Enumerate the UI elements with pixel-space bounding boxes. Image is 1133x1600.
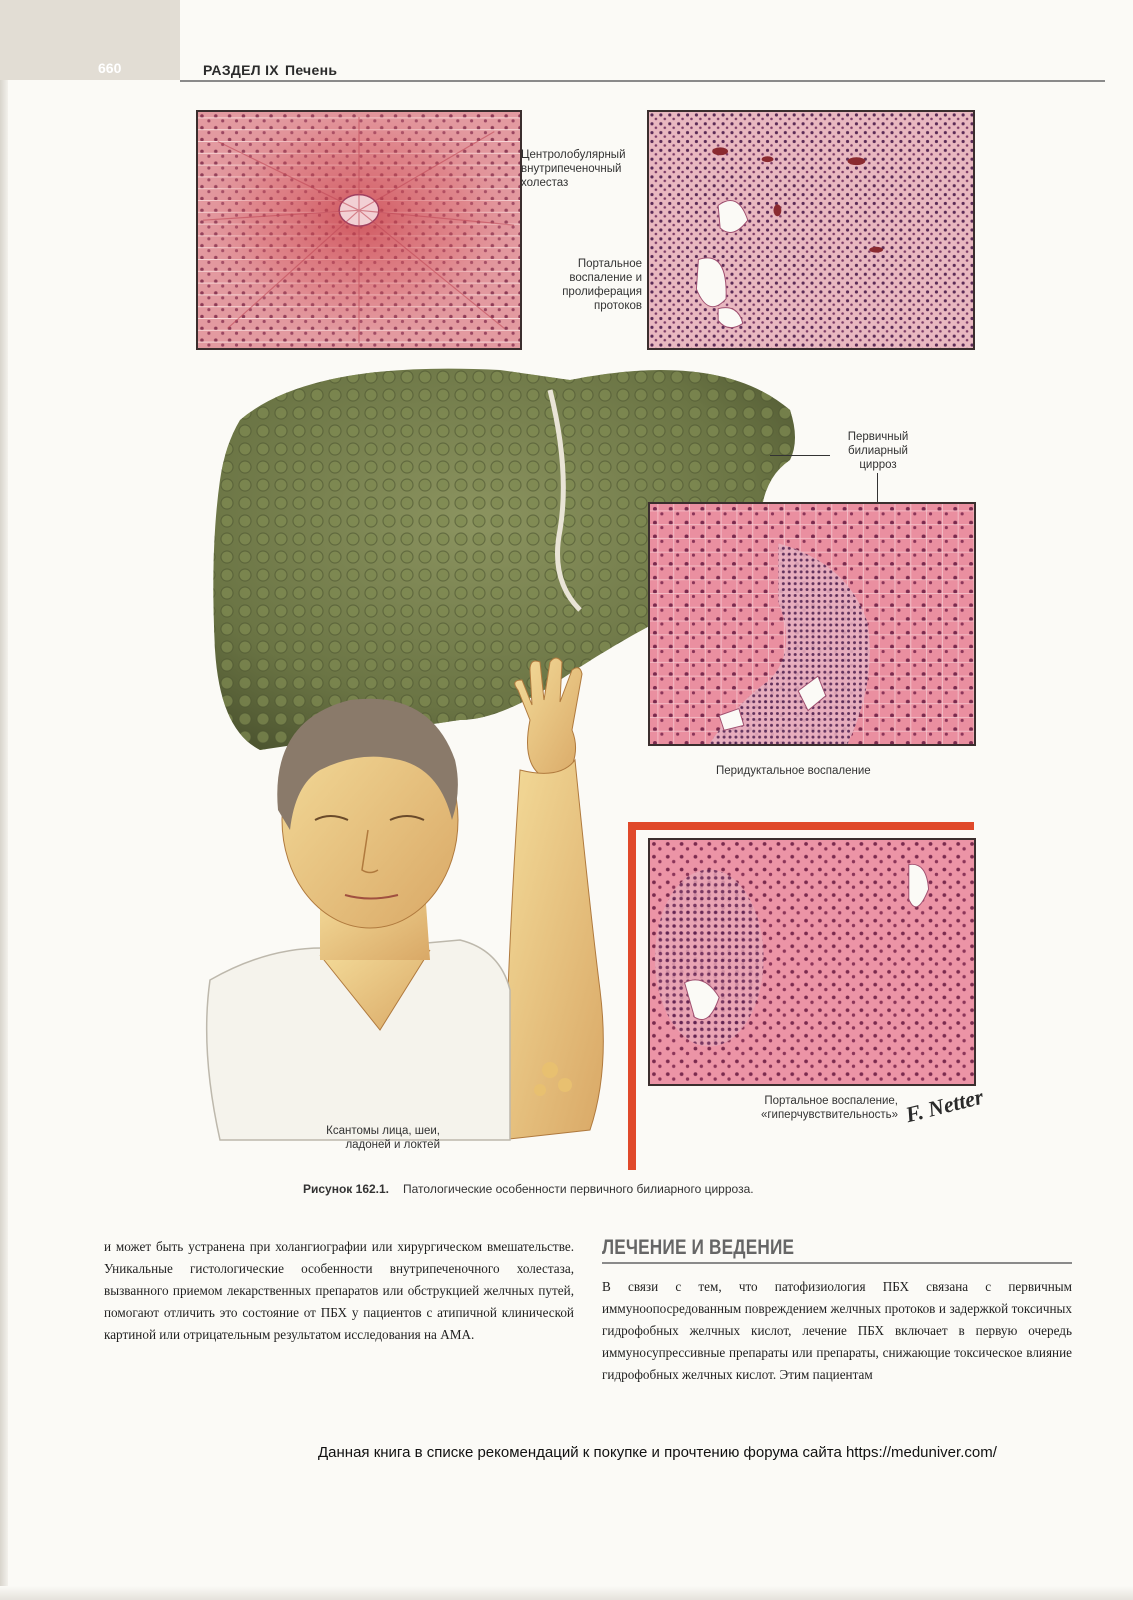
header-rule	[180, 80, 1105, 82]
artist-signature: F. Netter	[903, 1083, 986, 1128]
label-centrolobular-cholestasis: Центролобулярный внутрипеченочный холестаз	[521, 149, 626, 189]
heading-rule	[602, 1262, 1072, 1264]
micrograph-portal-inflammation	[647, 110, 975, 350]
chapter-title: Печень	[284, 62, 338, 78]
micrograph-image	[649, 112, 973, 348]
label-xanthomas: Ксантомы лица, шеи, ладоней и локтей	[326, 1125, 440, 1151]
figure-caption	[303, 1182, 754, 1196]
footer-note: Данная книга в списке рекомендаций к покупке и прочтению форума сайта https://meduniver.com/	[318, 1444, 997, 1461]
label-portal-hypersensitivity: Портальное воспаление, «гиперчувствительность»	[760, 1095, 898, 1121]
red-frame-accent	[628, 822, 974, 830]
body-text-left-column: и может быть устранена при холангиографии или хирургическом вмешательстве. Уникальные гистологические особенности внутрипеченочного холестаза, вызванного приемом лекарственных препаратов или обструкцией желчных путей, помогают отличить это состояние от ПБХ у пациентов с атипичной клинической картиной или отрицательным результатом исследования на АМА.	[104, 1239, 574, 1342]
scan-edge	[0, 0, 8, 1600]
leader-line	[770, 455, 830, 456]
section-heading: ЛЕЧЕНИЕ И ВЕДЕНИЕ	[602, 1236, 795, 1259]
page-number: 660	[98, 60, 122, 76]
micrograph-image	[198, 112, 520, 348]
body-text-right-column: В связи с тем, что патофизиология ПБХ связана с первичным иммуноопосредованным повреждением желчных протоков и задержкой токсичных гидрофобных желчных кислот, лечение ПБХ включает в первую очередь иммуносупрессивные препараты или препараты, снижающие токсическое влияние гидрофобных желчных кислот. Этим пациентам	[602, 1279, 1072, 1382]
figure-caption-text: Патологические особенности первичного билиарного цирроза.	[403, 1182, 754, 1196]
micrograph-image	[650, 840, 974, 1084]
micrograph-image	[650, 504, 974, 744]
section-title: РАЗДЕЛ IX	[203, 62, 279, 78]
page-number-box	[0, 0, 180, 80]
micrograph-hypersensitivity	[648, 838, 976, 1086]
leader-line	[877, 473, 878, 503]
figure-number: Рисунок 162.1.	[303, 1182, 390, 1196]
label-periductal-inflammation: Перидуктальное воспаление	[716, 765, 871, 777]
scan-edge-bottom	[0, 1586, 1133, 1600]
label-portal-inflammation: Портальное воспаление и пролиферация протоков	[562, 258, 642, 312]
micrograph-periductal	[648, 502, 976, 746]
running-header	[203, 62, 337, 78]
micrograph-centrolobular	[196, 110, 522, 350]
label-primary-biliary-cirrhosis: Первичный билиарный цирроз	[847, 431, 909, 471]
red-frame-accent	[628, 822, 636, 1170]
